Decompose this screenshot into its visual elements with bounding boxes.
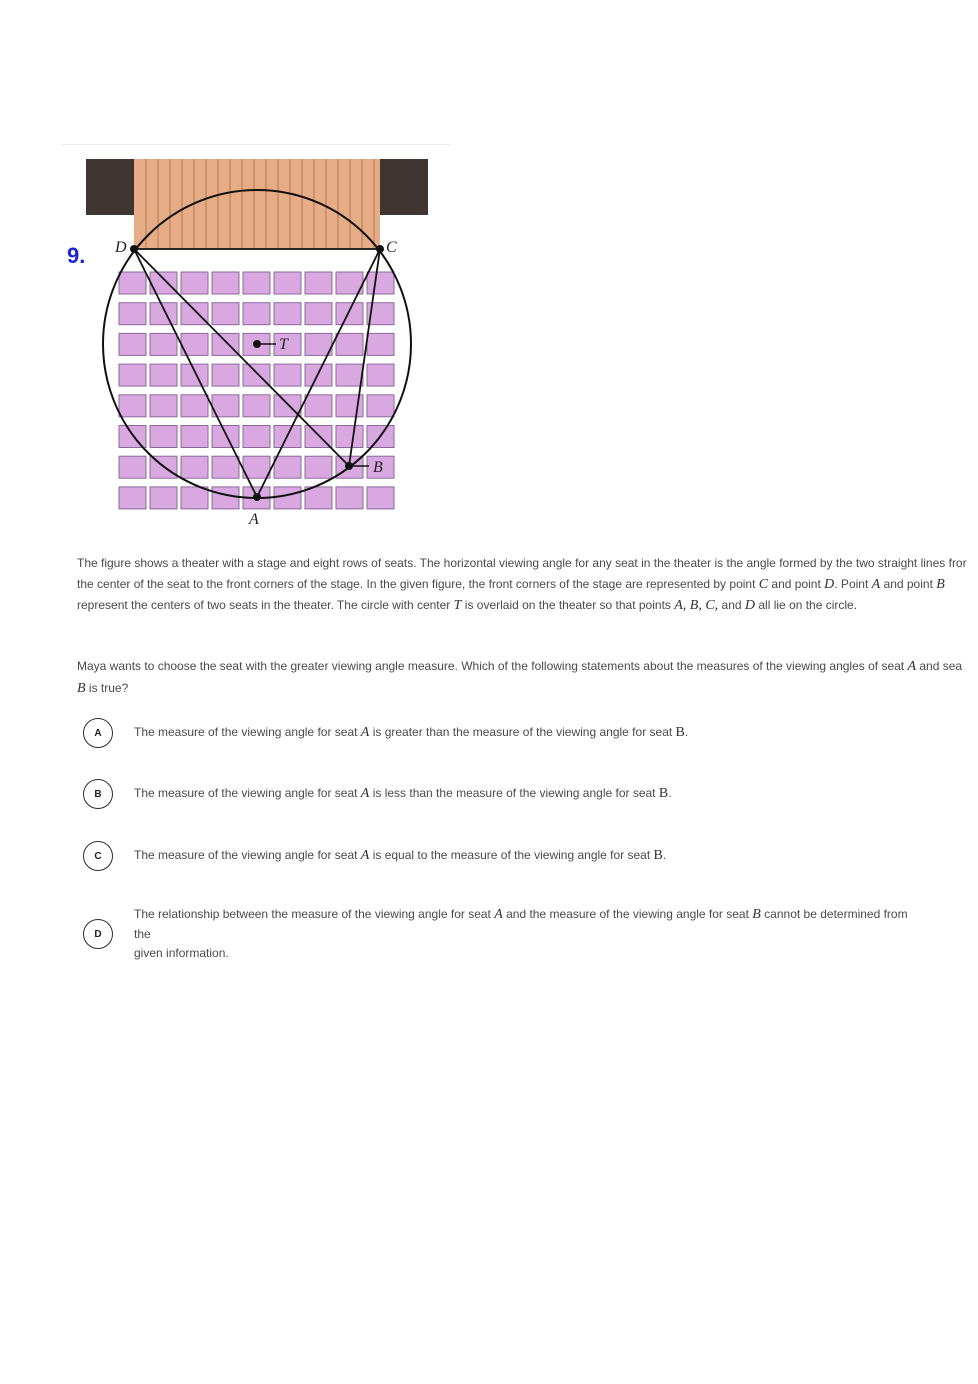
math-B: B xyxy=(752,907,761,922)
label-C: C xyxy=(386,239,397,256)
description-line-3 xyxy=(77,595,922,617)
seat xyxy=(181,426,208,448)
description-line-2 xyxy=(77,574,945,596)
point-B xyxy=(345,462,353,470)
seat xyxy=(274,272,301,294)
seat xyxy=(305,303,332,325)
text-run: . xyxy=(662,848,667,863)
text-run: and point xyxy=(768,576,825,591)
seat xyxy=(274,303,301,325)
option-letter-d[interactable]: D xyxy=(83,919,113,949)
seat xyxy=(336,364,363,386)
top-divider xyxy=(62,144,450,145)
math-C: C xyxy=(758,576,769,592)
text-run: all lie on the circle. xyxy=(755,598,858,612)
point-T xyxy=(253,340,261,348)
seat xyxy=(336,333,363,355)
seat xyxy=(243,303,270,325)
seat xyxy=(243,426,270,448)
point-D xyxy=(130,245,138,253)
math-B: B xyxy=(675,725,685,741)
seat xyxy=(150,395,177,417)
seat xyxy=(305,364,332,386)
seat xyxy=(367,333,394,355)
text-run: is greater than the measure of the viewing angle for seat xyxy=(369,725,676,740)
option-d-line-2: given information. xyxy=(134,946,229,960)
label-B: B xyxy=(373,459,383,476)
seat xyxy=(212,456,239,478)
seat xyxy=(150,364,177,386)
text-run: The measure of the viewing angle for seat xyxy=(134,786,361,801)
text-run: Maya wants to choose the seat with the greater viewing angle measure. Which of the following statements about the measures of the viewing angles of seat xyxy=(77,659,908,673)
seat xyxy=(181,364,208,386)
answer-option-a[interactable] xyxy=(83,718,913,748)
text-run: The measure of the viewing angle for seat xyxy=(134,848,361,863)
text-run: cannot be determined from the xyxy=(134,907,908,941)
math-A: A xyxy=(907,659,917,674)
math-B: B xyxy=(653,848,663,864)
text-run: and xyxy=(718,598,745,612)
seat xyxy=(243,456,270,478)
seat xyxy=(336,487,363,509)
answer-option-c[interactable] xyxy=(83,841,913,871)
answer-option-b[interactable] xyxy=(83,779,913,809)
seat xyxy=(305,456,332,478)
math-A: A xyxy=(360,725,370,741)
text-run: and sea xyxy=(916,659,963,673)
seat xyxy=(181,272,208,294)
seat xyxy=(243,395,270,417)
question-prompt xyxy=(77,656,963,699)
text-run: is true? xyxy=(85,680,129,695)
seat xyxy=(336,426,363,448)
seat xyxy=(119,395,146,417)
seat xyxy=(119,364,146,386)
text-run: and point xyxy=(880,576,937,591)
seat xyxy=(119,487,146,509)
option-d-line-1 xyxy=(134,905,913,944)
seat xyxy=(119,333,146,355)
math-B: B xyxy=(658,786,669,802)
seat-grid xyxy=(119,272,394,509)
math-B: B xyxy=(936,576,945,592)
label-T: T xyxy=(279,336,288,353)
point-A xyxy=(253,493,261,501)
option-text-a xyxy=(134,723,688,743)
math-D: D xyxy=(744,598,756,613)
text-run: represent the centers of two seats in the theater. The circle with center xyxy=(77,598,454,612)
seat xyxy=(150,487,177,509)
seat xyxy=(305,487,332,509)
option-letter-b[interactable]: B xyxy=(83,779,113,809)
seat xyxy=(119,426,146,448)
math-D: D xyxy=(824,576,835,592)
stage-left-wing xyxy=(86,159,134,215)
answer-option-d[interactable] xyxy=(83,905,913,964)
figure-description xyxy=(77,553,967,617)
seat xyxy=(181,395,208,417)
seat xyxy=(212,272,239,294)
theater-diagram xyxy=(80,155,440,535)
point-C xyxy=(376,245,384,253)
text-run: . xyxy=(668,786,672,801)
seat xyxy=(305,395,332,417)
seat xyxy=(367,395,394,417)
option-letter-a[interactable]: A xyxy=(83,718,113,748)
text-run: is less than the measure of the viewing angle for seat xyxy=(369,786,659,801)
text-run: is overlaid on the theater so that points xyxy=(461,598,675,612)
math-A: A xyxy=(360,786,370,802)
seat xyxy=(274,456,301,478)
seat xyxy=(119,456,146,478)
seat xyxy=(274,487,301,509)
option-letter-c[interactable]: C xyxy=(83,841,113,871)
math-B: B xyxy=(77,680,86,696)
seat xyxy=(181,487,208,509)
seat xyxy=(243,272,270,294)
prompt-line-2 xyxy=(77,678,922,700)
option-text-c xyxy=(134,846,666,866)
option-text-b xyxy=(134,784,672,804)
question-number: 9. xyxy=(67,243,86,268)
text-run: the center of the seat to the front corners of the stage. In the given figure, the front corners of the stage are represented by point xyxy=(77,576,759,591)
seat xyxy=(274,364,301,386)
text-run: is equal to the measure of the viewing angle for seat xyxy=(369,848,654,863)
seat xyxy=(150,333,177,355)
seat xyxy=(367,272,394,294)
seat xyxy=(367,487,394,509)
seat xyxy=(212,303,239,325)
seat xyxy=(367,364,394,386)
seat xyxy=(212,364,239,386)
seat xyxy=(181,456,208,478)
text-run: and the measure of the viewing angle for seat xyxy=(502,907,753,921)
option-text-d xyxy=(134,905,913,964)
math-T: T xyxy=(453,598,462,613)
seat xyxy=(150,303,177,325)
prompt-line-1 xyxy=(77,656,963,678)
seat xyxy=(181,303,208,325)
text-run: The measure of the viewing angle for seat xyxy=(134,725,361,740)
text-run: The relationship between the measure of the viewing angle for seat xyxy=(134,907,495,921)
stage-right-wing xyxy=(380,159,428,215)
stage xyxy=(134,159,380,249)
text-run: . xyxy=(684,725,689,740)
seat xyxy=(212,426,239,448)
label-A: A xyxy=(249,511,259,528)
seat xyxy=(336,303,363,325)
theater-figure xyxy=(80,155,440,535)
seat xyxy=(150,426,177,448)
seat xyxy=(119,303,146,325)
description-line-1: The figure shows a theater with a stage and eight rows of seats. The horizontal viewing angle for any seat in the theater is the angle formed by the two straight lines fror xyxy=(77,556,967,570)
seat xyxy=(212,487,239,509)
text-run: . Point xyxy=(834,576,872,591)
math-points: A, B, C, xyxy=(674,598,719,613)
math-A: A xyxy=(360,848,370,864)
label-D: D xyxy=(115,239,127,256)
math-A: A xyxy=(494,907,503,922)
seat xyxy=(305,272,332,294)
math-A: A xyxy=(871,576,881,592)
seat xyxy=(119,272,146,294)
